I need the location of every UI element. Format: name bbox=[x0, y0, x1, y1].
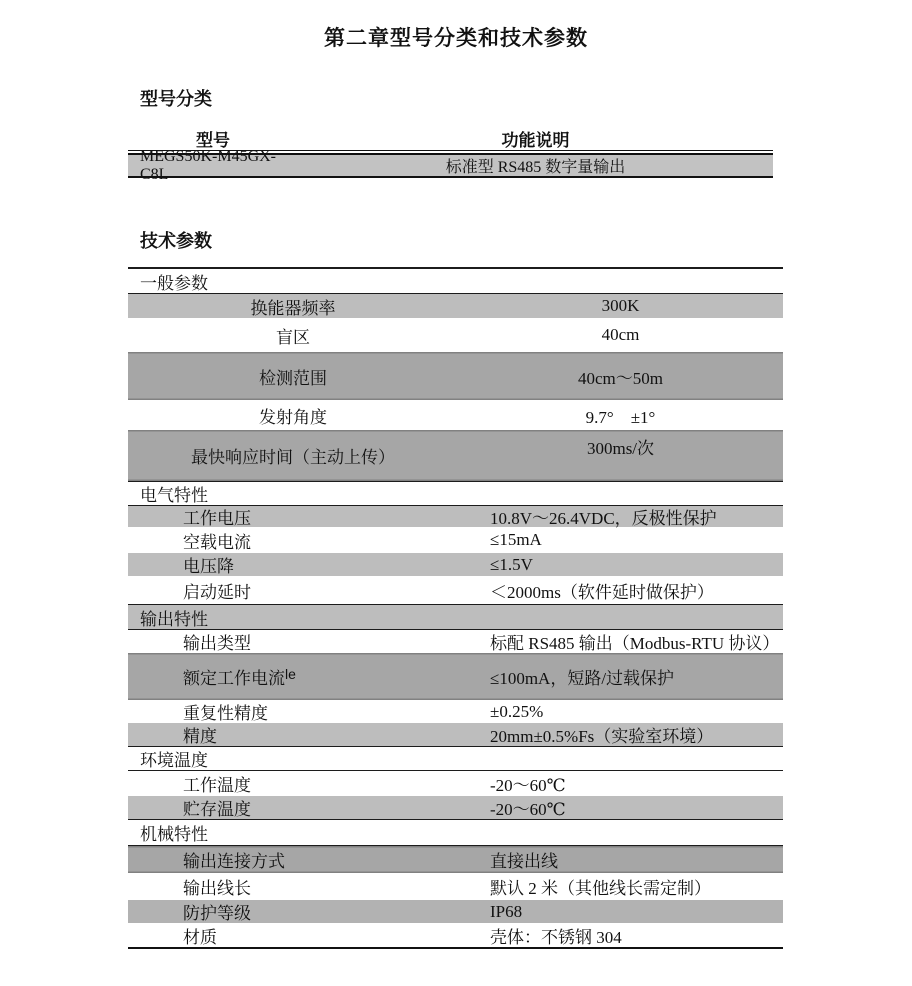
model-column-header: 型号 bbox=[196, 131, 230, 150]
model-table-row bbox=[128, 147, 773, 183]
spec-row-material bbox=[128, 923, 783, 949]
spec-row-blind-zone bbox=[128, 318, 783, 352]
spec-label: 盲区 bbox=[276, 327, 310, 347]
spec-label: 输出类型 bbox=[183, 634, 251, 653]
spec-value: 40cm～50m bbox=[578, 368, 663, 388]
spec-label: 启动延时 bbox=[183, 582, 251, 602]
spec-group-label: 一般参数 bbox=[140, 273, 208, 293]
spec-label: 输出连接方式 bbox=[183, 852, 285, 871]
spec-label-superscript: le bbox=[285, 666, 296, 682]
spec-label: 输出线长 bbox=[183, 879, 251, 898]
spec-row-startup-delay bbox=[128, 576, 783, 604]
model-cell: MEGS50K-M45GX-C8L bbox=[140, 147, 276, 183]
spec-label: 重复性精度 bbox=[183, 704, 268, 723]
spec-label: 精度 bbox=[183, 727, 217, 746]
spec-value: 40cm bbox=[601, 325, 640, 344]
spec-group-label: 电气特性 bbox=[140, 486, 208, 505]
spec-label: 换能器频率 bbox=[250, 298, 336, 318]
spec-row-voltage-drop bbox=[128, 553, 783, 576]
model-table bbox=[128, 127, 773, 183]
spec-group-row-environment bbox=[128, 746, 783, 771]
spec-section-heading: 技术参数 bbox=[140, 231, 212, 251]
spec-label: 空载电流 bbox=[183, 532, 251, 552]
spec-group-row-general bbox=[128, 267, 783, 294]
spec-row-response-time bbox=[128, 430, 783, 481]
spec-value: ≤15mA bbox=[490, 530, 542, 549]
spec-value: -20～60℃ bbox=[490, 800, 566, 819]
spec-table bbox=[128, 267, 783, 949]
spec-value: 默认 2 米（其他线长需定制） bbox=[490, 879, 711, 898]
spec-row-output-connection bbox=[128, 846, 783, 873]
spec-row-working-voltage bbox=[128, 506, 783, 527]
page-title: 第二章型号分类和技术参数 bbox=[324, 26, 588, 50]
spec-value: 标配 RS485 输出（Modbus-RTU 协议） bbox=[490, 634, 780, 653]
description-cell: 标准型 RS485 数字量输出 bbox=[445, 159, 626, 176]
spec-value: 300K bbox=[601, 296, 640, 315]
spec-value: -20～60℃ bbox=[490, 776, 566, 795]
spec-row-accuracy bbox=[128, 723, 783, 746]
spec-label: 贮存温度 bbox=[183, 800, 251, 819]
description-column-header: 功能说明 bbox=[501, 131, 570, 150]
spec-group-label: 机械特性 bbox=[140, 825, 208, 844]
spec-value: ≤100mA，短路/过载保护 bbox=[490, 669, 675, 688]
spec-label bbox=[128, 664, 458, 689]
spec-value: 9.7° ±1° bbox=[585, 407, 656, 427]
model-section-heading: 型号分类 bbox=[140, 89, 212, 109]
spec-label: 材质 bbox=[183, 927, 217, 947]
spec-row-rated-current bbox=[128, 653, 783, 700]
spec-group-label: 输出特性 bbox=[140, 609, 208, 629]
spec-row-protection-rating bbox=[128, 900, 783, 923]
spec-value: ＜2000ms（软件延时做保护） bbox=[490, 582, 714, 602]
spec-row-no-load-current bbox=[128, 527, 783, 553]
spec-value: ≤1.5V bbox=[490, 554, 533, 574]
spec-value: 10.8V～26.4VDC，反极性保护 bbox=[490, 509, 717, 528]
spec-group-label: 环境温度 bbox=[140, 751, 208, 770]
spec-row-emission-angle bbox=[128, 400, 783, 430]
spec-row-working-temperature bbox=[128, 771, 783, 796]
spec-row-transducer-frequency bbox=[128, 294, 783, 318]
spec-value: 20mm±0.5%Fs（实验室环境） bbox=[490, 727, 714, 746]
spec-value: IP68 bbox=[490, 901, 523, 921]
spec-row-repeatability bbox=[128, 700, 783, 723]
spec-label: 电压降 bbox=[183, 557, 234, 576]
spec-group-row-electrical bbox=[128, 481, 783, 506]
spec-row-storage-temperature bbox=[128, 796, 783, 819]
spec-label: 工作电压 bbox=[183, 509, 251, 528]
spec-group-row-mechanical bbox=[128, 819, 783, 846]
spec-label-text: 额定工作电流 bbox=[183, 669, 285, 688]
spec-row-detection-range bbox=[128, 352, 783, 400]
spec-value: 壳体：不锈钢 304 bbox=[490, 927, 622, 947]
spec-label: 检测范围 bbox=[259, 368, 327, 388]
spec-value: 300ms/次 bbox=[586, 439, 655, 458]
spec-label: 防护等级 bbox=[183, 904, 251, 923]
spec-row-cable-length bbox=[128, 873, 783, 900]
spec-label: 最快响应时间（主动上传） bbox=[191, 448, 395, 467]
spec-row-output-type bbox=[128, 630, 783, 653]
spec-label: 工作温度 bbox=[183, 776, 251, 795]
spec-label: 发射角度 bbox=[259, 407, 327, 427]
spec-group-row-output bbox=[128, 604, 783, 630]
spec-value: ±0.25% bbox=[490, 701, 544, 721]
spec-value: 直接出线 bbox=[490, 852, 558, 871]
